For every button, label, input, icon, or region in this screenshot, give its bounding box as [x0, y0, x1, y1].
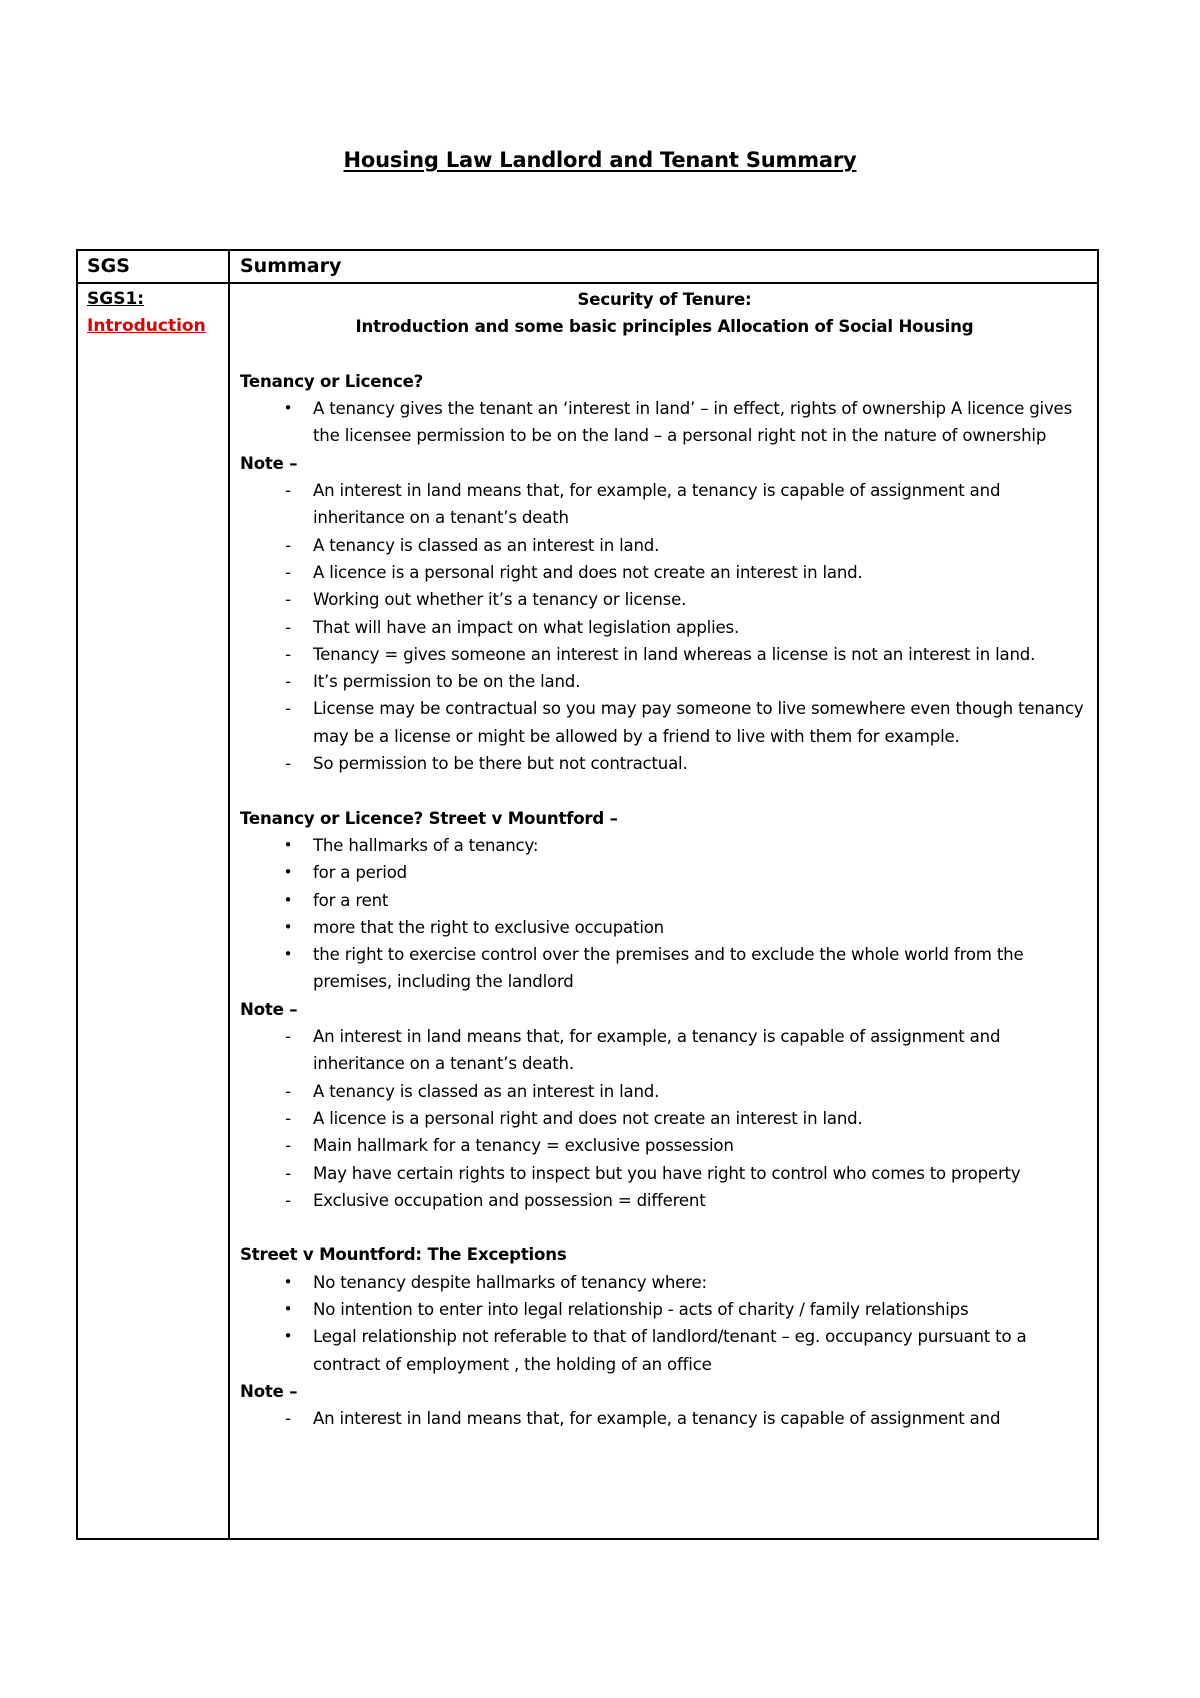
dash-icon: -	[285, 481, 291, 501]
list-item	[240, 1269, 1089, 1296]
list-item-text: the right to exercise control over the premises and to exclude the whole world from the premises, including the landlord	[313, 945, 1024, 992]
header-sgs: SGS	[77, 250, 229, 283]
list-item-text: A licence is a personal right and does not create an interest in land.	[313, 1108, 863, 1128]
dash-icon: -	[285, 672, 291, 692]
list-item	[240, 1296, 1089, 1323]
note-label: Note –	[240, 1381, 298, 1401]
dash-icon: -	[285, 699, 291, 719]
list-item	[240, 559, 1089, 586]
section-heading: Tenancy or Licence?	[240, 371, 424, 391]
note-list	[240, 477, 1089, 777]
summary-content	[230, 284, 1097, 1432]
spacer	[240, 341, 1089, 368]
bullet-icon: •	[283, 1327, 293, 1346]
list-item	[240, 914, 1089, 941]
list-item	[240, 1078, 1089, 1105]
summary-table	[76, 249, 1099, 1540]
list-item-text: May have certain rights to inspect but you have right to control who comes to property	[313, 1163, 1021, 1183]
list-item-text: A tenancy is classed as an interest in land.	[313, 1081, 660, 1101]
note-list	[240, 1405, 1089, 1432]
bullet-list	[240, 1269, 1089, 1378]
bullet-icon: •	[283, 835, 293, 854]
list-item-text: An interest in land means that, for example, a tenancy is capable of assignment and inheritance on a tenant’s death.	[313, 1027, 1001, 1074]
list-item-text: License may be contractual so you may pay someone to live somewhere even though tenancy may be a license or might be allowed by a friend to live with them for example.	[313, 699, 1084, 746]
dash-icon: -	[285, 1081, 291, 1101]
list-item	[240, 1160, 1089, 1187]
list-item	[240, 750, 1089, 777]
list-item-text: Tenancy = gives someone an interest in land whereas a license is not an interest in land.	[313, 644, 1036, 664]
list-item	[240, 1105, 1089, 1132]
list-item-text: An interest in land means that, for example, a tenancy is capable of assignment and inheritance on a tenant’s death	[313, 481, 1001, 528]
spacer	[240, 1214, 1089, 1241]
note-label: Note –	[240, 453, 298, 473]
bullet-icon: •	[283, 945, 293, 964]
list-item	[240, 586, 1089, 613]
topic-line-2: Introduction and some basic principles Allocation of Social Housing	[355, 317, 974, 337]
list-item-text: for a rent	[313, 890, 389, 910]
list-item-text: Exclusive occupation and possession = different	[313, 1190, 706, 1210]
list-item	[240, 668, 1089, 695]
bullet-icon: •	[283, 1299, 293, 1318]
topic-line-1: Security of Tenure:	[577, 290, 752, 309]
note-list	[240, 1023, 1089, 1214]
list-item-text: Main hallmark for a tenancy = exclusive possession	[313, 1136, 734, 1156]
dash-icon: -	[285, 562, 291, 582]
section-heading: Tenancy or Licence? Street v Mountford –	[240, 808, 618, 828]
header-summary: Summary	[229, 250, 1098, 283]
dash-icon: -	[285, 754, 291, 774]
dash-icon: -	[285, 535, 291, 555]
list-item	[240, 532, 1089, 559]
dash-icon: -	[285, 617, 291, 637]
list-item	[240, 1023, 1089, 1078]
table-row	[77, 283, 1098, 1539]
list-item	[240, 1132, 1089, 1159]
list-item-text: A tenancy gives the tenant an ‘interest in land’ – in effect, rights of ownership A licence gives the licensee permission to be on the land – a personal right not in the nature of ownership	[313, 399, 1073, 446]
list-item	[240, 887, 1089, 914]
list-item-text: Working out whether it’s a tenancy or license.	[313, 590, 687, 610]
sgs-code: SGS1:	[87, 289, 145, 309]
bullet-icon: •	[283, 1272, 293, 1291]
list-item	[240, 477, 1089, 532]
dash-icon: -	[285, 1027, 291, 1047]
list-item	[240, 1323, 1089, 1378]
document-title: Housing Law Landlord and Tenant Summary	[343, 148, 857, 172]
list-item	[240, 641, 1089, 668]
list-item-text: Legal relationship not referable to that of landlord/tenant – eg. occupancy pursuant to a contract of employment , the holding of an office	[313, 1327, 1027, 1374]
dash-icon: -	[285, 1108, 291, 1128]
dash-icon: -	[285, 1136, 291, 1156]
sgs-name: Introduction	[87, 316, 206, 337]
list-item-text: for a period	[313, 863, 407, 883]
section-heading: Street v Mountford: The Exceptions	[240, 1245, 567, 1265]
list-item	[240, 695, 1089, 750]
list-item-text: It’s permission to be on the land.	[313, 672, 581, 692]
bullet-icon: •	[283, 863, 293, 882]
list-item	[240, 1187, 1089, 1214]
bullet-icon: •	[283, 917, 293, 936]
dash-icon: -	[285, 644, 291, 664]
list-item-text: A tenancy is classed as an interest in land.	[313, 535, 660, 555]
dash-icon: -	[285, 590, 291, 610]
bullet-icon: •	[283, 890, 293, 909]
list-item-text: That will have an impact on what legislation applies.	[313, 617, 740, 637]
list-item	[240, 395, 1089, 450]
list-item	[240, 859, 1089, 886]
list-item-text: An interest in land means that, for example, a tenancy is capable of assignment and	[313, 1409, 1001, 1429]
list-item	[240, 941, 1089, 996]
list-item-text: No intention to enter into legal relationship - acts of charity / family relationships	[313, 1299, 969, 1319]
list-item	[240, 1405, 1089, 1432]
dash-icon: -	[285, 1409, 291, 1429]
spacer	[240, 777, 1089, 804]
dash-icon: -	[285, 1190, 291, 1210]
summary-cell	[229, 283, 1098, 1539]
sgs-cell	[77, 283, 229, 1539]
note-label: Note –	[240, 999, 298, 1019]
list-item-text: No tenancy despite hallmarks of tenancy where:	[313, 1272, 707, 1292]
bullet-list	[240, 832, 1089, 996]
bullet-icon: •	[283, 399, 293, 418]
list-item	[240, 614, 1089, 641]
list-item	[240, 832, 1089, 859]
bullet-list	[240, 395, 1089, 450]
list-item-text: So permission to be there but not contractual.	[313, 754, 688, 774]
list-item-text: more that the right to exclusive occupation	[313, 917, 664, 937]
list-item-text: A licence is a personal right and does not create an interest in land.	[313, 562, 863, 582]
list-item-text: The hallmarks of a tenancy:	[313, 835, 539, 855]
table-header-row	[77, 250, 1098, 283]
dash-icon: -	[285, 1163, 291, 1183]
